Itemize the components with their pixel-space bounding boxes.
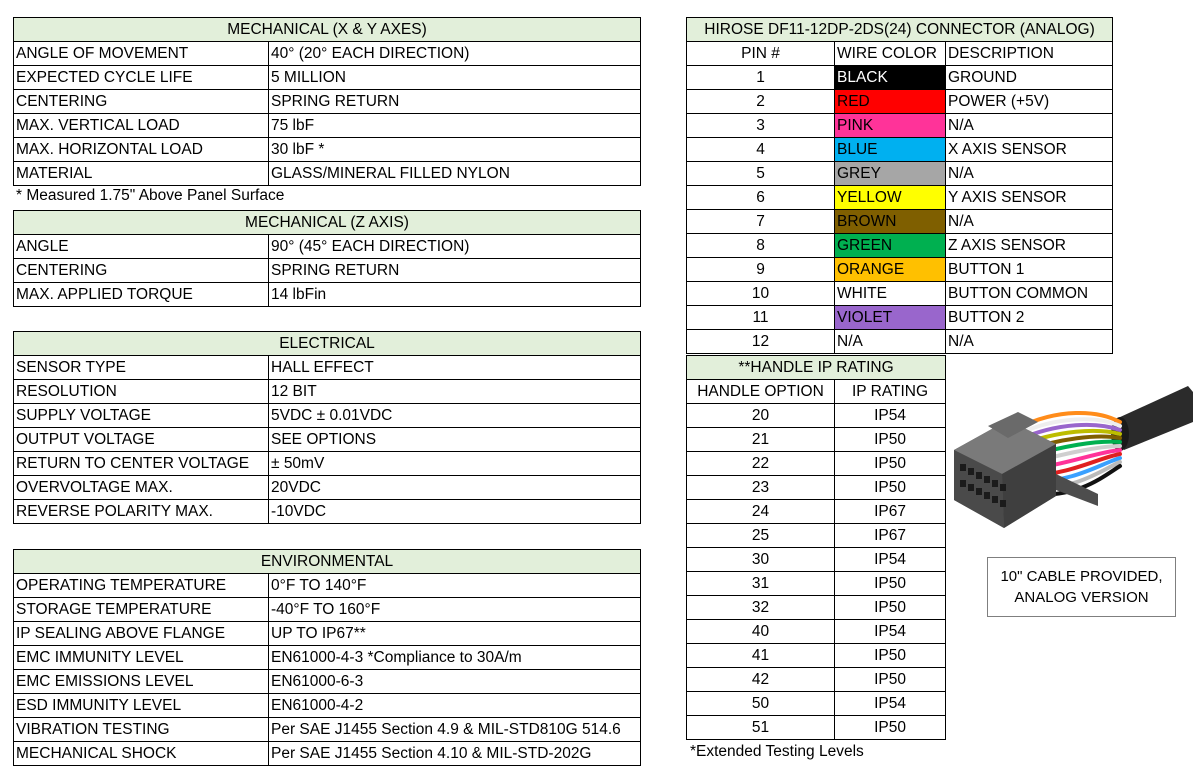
ip-row (687, 428, 946, 452)
table-row: MAX. APPLIED TORQUE 14 lbFin (14, 283, 641, 307)
ip-rating-value: IP54 (835, 692, 946, 716)
table-row: MATERIAL GLASS/MINERAL FILLED NYLON (14, 162, 641, 186)
wire-color-swatch: RED (835, 90, 946, 114)
handle-option: 23 (687, 476, 835, 500)
ip-row (687, 644, 946, 668)
pin-description: BUTTON 1 (946, 258, 1113, 282)
table-row: OPERATING TEMPERATURE 0°F TO 140°F (14, 574, 641, 598)
pin-row (687, 114, 1113, 138)
table-row: ANGLE 90° (45° EACH DIRECTION) (14, 235, 641, 259)
pin-description: N/A (946, 330, 1113, 354)
table-row: ANGLE OF MOVEMENT 40° (20° EACH DIRECTION) (14, 42, 641, 66)
ip-row (687, 572, 946, 596)
pin-description: BUTTON 2 (946, 306, 1113, 330)
pin-description: Z AXIS SENSOR (946, 234, 1113, 258)
pin-number: 8 (687, 234, 835, 258)
handle-option: 25 (687, 524, 835, 548)
pin-row (687, 138, 1113, 162)
handle-option: 30 (687, 548, 835, 572)
handle-option: 22 (687, 452, 835, 476)
cable-note-line-1: 10" CABLE PROVIDED, (1000, 568, 1163, 585)
connector-pinout-table (686, 17, 1113, 354)
mechanical-xy-footnote: * Measured 1.75" Above Panel Surface (16, 187, 285, 204)
pin-number: 10 (687, 282, 835, 306)
wire-color-swatch: VIOLET (835, 306, 946, 330)
wire-color-swatch: BLACK (835, 66, 946, 90)
ip-row (687, 452, 946, 476)
handle-option: 42 (687, 668, 835, 692)
table-row: SENSOR TYPE HALL EFFECT (14, 356, 641, 380)
wire-color-swatch: GREY (835, 162, 946, 186)
handle-option: 51 (687, 716, 835, 740)
ip-row (687, 404, 946, 428)
pin-row (687, 330, 1113, 354)
table-row: CENTERING SPRING RETURN (14, 90, 641, 114)
mechanical-xy-title: MECHANICAL (X & Y AXES) (14, 18, 641, 42)
table-row: EMC IMMUNITY LEVEL EN61000-4-3 *Compliance to 30A/m (14, 646, 641, 670)
ip-rating-value: IP50 (835, 452, 946, 476)
wire-color-swatch: ORANGE (835, 258, 946, 282)
ip-row (687, 476, 946, 500)
ip-row (687, 668, 946, 692)
mechanical-z-title: MECHANICAL (Z AXIS) (14, 211, 641, 235)
connector-plug-icon (948, 378, 1193, 540)
table-row: MECHANICAL SHOCK Per SAE J1455 Section 4.10 & MIL-STD-202G (14, 742, 641, 766)
environmental-table (13, 549, 641, 766)
table-row: EXPECTED CYCLE LIFE 5 MILLION (14, 66, 641, 90)
pin-number: 5 (687, 162, 835, 186)
handle-option: 31 (687, 572, 835, 596)
pin-description: Y AXIS SENSOR (946, 186, 1113, 210)
ip-row (687, 692, 946, 716)
table-header-row: PIN # WIRE COLOR DESCRIPTION (687, 42, 1113, 66)
pin-row (687, 282, 1113, 306)
pin-description: N/A (946, 210, 1113, 234)
pin-row (687, 210, 1113, 234)
pin-row (687, 66, 1113, 90)
wire-color-swatch: N/A (835, 330, 946, 354)
pin-row (687, 186, 1113, 210)
wire-color-swatch: YELLOW (835, 186, 946, 210)
ip-rating-value: IP50 (835, 668, 946, 692)
pin-row (687, 234, 1113, 258)
handle-option: 20 (687, 404, 835, 428)
ip-rating-value: IP50 (835, 428, 946, 452)
connector-title: HIROSE DF11-12DP-2DS(24) CONNECTOR (ANALOG) (687, 18, 1113, 42)
ip-rating-value: IP54 (835, 548, 946, 572)
table-row: REVERSE POLARITY MAX. -10VDC (14, 500, 641, 524)
cable-note-line-2: ANALOG VERSION (1014, 589, 1149, 606)
pin-row (687, 162, 1113, 186)
ip-row (687, 716, 946, 740)
wire-color-swatch: BROWN (835, 210, 946, 234)
table-row: OUTPUT VOLTAGE SEE OPTIONS (14, 428, 641, 452)
ip-rating-footnote: *Extended Testing Levels (690, 743, 864, 760)
ip-rating-title: **HANDLE IP RATING (687, 356, 946, 380)
ip-row (687, 548, 946, 572)
pin-number: 2 (687, 90, 835, 114)
pin-description: POWER (+5V) (946, 90, 1113, 114)
electrical-table (13, 331, 641, 524)
ip-rating-value: IP50 (835, 476, 946, 500)
handle-option: 24 (687, 500, 835, 524)
ip-rating-value: IP50 (835, 572, 946, 596)
wire-color-swatch: BLUE (835, 138, 946, 162)
table-header-row: HANDLE OPTION IP RATING (687, 380, 946, 404)
ip-rating-value: IP50 (835, 644, 946, 668)
table-row: IP SEALING ABOVE FLANGE UP TO IP67** (14, 622, 641, 646)
pin-number: 12 (687, 330, 835, 354)
table-row: ESD IMMUNITY LEVEL EN61000-4-2 (14, 694, 641, 718)
pin-number: 6 (687, 186, 835, 210)
ip-row (687, 596, 946, 620)
ip-rating-value: IP54 (835, 620, 946, 644)
pin-description: BUTTON COMMON (946, 282, 1113, 306)
pin-number: 3 (687, 114, 835, 138)
ip-rating-value: IP67 (835, 524, 946, 548)
handle-option: 21 (687, 428, 835, 452)
table-row: CENTERING SPRING RETURN (14, 259, 641, 283)
ip-rating-value: IP67 (835, 500, 946, 524)
table-row: STORAGE TEMPERATURE -40°F TO 160°F (14, 598, 641, 622)
wire-color-swatch: GREEN (835, 234, 946, 258)
handle-option: 32 (687, 596, 835, 620)
pin-description: N/A (946, 162, 1113, 186)
handle-option: 50 (687, 692, 835, 716)
ip-rating-table (686, 355, 946, 740)
pin-number: 11 (687, 306, 835, 330)
ip-row (687, 620, 946, 644)
pin-row (687, 258, 1113, 282)
handle-option: 40 (687, 620, 835, 644)
electrical-title: ELECTRICAL (14, 332, 641, 356)
ip-rating-value: IP50 (835, 716, 946, 740)
pin-row (687, 306, 1113, 330)
table-row: OVERVOLTAGE MAX. 20VDC (14, 476, 641, 500)
table-row: EMC EMISSIONS LEVEL EN61000-6-3 (14, 670, 641, 694)
table-row: MAX. VERTICAL LOAD 75 lbF (14, 114, 641, 138)
table-row: MAX. HORIZONTAL LOAD 30 lbF * (14, 138, 641, 162)
ip-rating-value: IP54 (835, 404, 946, 428)
pin-number: 1 (687, 66, 835, 90)
cable-note (987, 557, 1176, 617)
pin-row (687, 90, 1113, 114)
ip-rating-value: IP50 (835, 596, 946, 620)
mechanical-z-table (13, 210, 641, 307)
ip-row (687, 500, 946, 524)
pin-description: X AXIS SENSOR (946, 138, 1113, 162)
table-row: RETURN TO CENTER VOLTAGE ± 50mV (14, 452, 641, 476)
pin-number: 9 (687, 258, 835, 282)
table-row: VIBRATION TESTING Per SAE J1455 Section 4.9 & MIL-STD810G 514.6 (14, 718, 641, 742)
environmental-title: ENVIRONMENTAL (14, 550, 641, 574)
pin-description: N/A (946, 114, 1113, 138)
handle-option: 41 (687, 644, 835, 668)
pin-number: 4 (687, 138, 835, 162)
wire-color-swatch: PINK (835, 114, 946, 138)
table-row: RESOLUTION 12 BIT (14, 380, 641, 404)
wire-color-swatch: WHITE (835, 282, 946, 306)
table-row: SUPPLY VOLTAGE 5VDC ± 0.01VDC (14, 404, 641, 428)
pin-number: 7 (687, 210, 835, 234)
mechanical-xy-table (13, 17, 641, 186)
ip-row (687, 524, 946, 548)
pin-description: GROUND (946, 66, 1113, 90)
connector-cable-illustration (948, 378, 1193, 545)
